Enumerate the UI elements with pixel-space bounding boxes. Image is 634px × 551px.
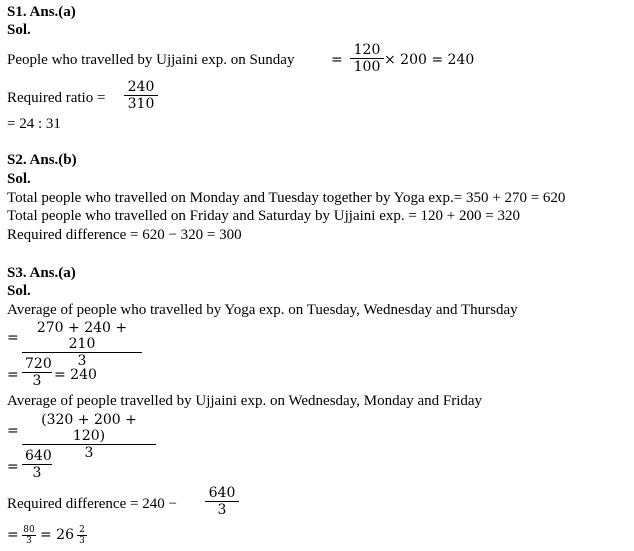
- s3-eq-1: =: [7, 330, 19, 346]
- s3-avg1-text: Average of people who travelled by Yoga exp. on Tuesday, Wednesday and Thursday: [7, 302, 518, 318]
- s3-eq-5: =: [7, 527, 19, 543]
- s3-frac-7-num: 2: [79, 525, 85, 535]
- s3-frac-4-den: 3: [32, 465, 42, 481]
- s3-eq-3: =: [7, 423, 19, 439]
- s3-eq-4: =: [7, 459, 19, 475]
- s2-line-3: Required difference = 620 − 320 = 300: [7, 227, 242, 243]
- s3-frac-6-den: 3: [26, 536, 32, 546]
- s1-ratio-label: Required ratio =: [7, 90, 106, 106]
- s3-frac-5-num: 640: [208, 485, 236, 501]
- s3-frac-5: [205, 485, 239, 518]
- s1-fraction-num: 120: [353, 42, 381, 58]
- s3-frac-1-den: 3: [77, 353, 87, 369]
- s3-frac-2: [22, 356, 52, 389]
- s3-sol-label: Sol.: [7, 283, 31, 299]
- s3-frac-7: [77, 525, 87, 546]
- s2-heading: S2. Ans.(b): [7, 152, 77, 168]
- s1-ratio-result: = 24 : 31: [7, 116, 61, 132]
- s3-frac-6-num: 80: [23, 525, 35, 535]
- s1-fraction-den: 100: [353, 59, 381, 75]
- s3-frac-5-den: 3: [217, 502, 227, 518]
- s3-diff-label: Required difference = 240 −: [7, 496, 177, 512]
- s3-frac-1-num: 270 + 240 + 210: [36, 320, 128, 352]
- s1-sunday-text: People who travelled by Ujjaini exp. on Sunday: [7, 52, 295, 68]
- s3-frac-4: [22, 448, 52, 481]
- s3-frac-6: [22, 525, 36, 546]
- s1-sol-label: Sol.: [7, 22, 31, 38]
- s3-frac-2-result: = 240: [54, 367, 97, 383]
- s3-eq-2: =: [7, 367, 19, 383]
- s3-final-eq: = 26: [40, 527, 74, 543]
- s1-calc-result: × 200 = 240: [384, 52, 475, 68]
- s3-heading: S3. Ans.(a): [7, 265, 76, 281]
- s2-line-1: Total people who travelled on Monday and Tuesday together by Yoga exp.= 350 + 270 = 620: [7, 190, 566, 206]
- s2-sol-label: Sol.: [7, 171, 31, 187]
- s3-frac-3-num: (320 + 200 + 120): [41, 412, 137, 444]
- s1-ratio-num: 240: [127, 79, 155, 95]
- s3-frac-2-den: 3: [32, 373, 42, 389]
- s2-line-2: Total people who travelled on Friday and Saturday by Ujjaini exp. = 120 + 200 = 320: [7, 208, 520, 224]
- s1-ratio-fraction: [124, 79, 158, 112]
- s3-avg2-text: Average of people travelled by Ujjaini exp. on Wednesday, Monday and Friday: [7, 393, 483, 409]
- s1-equals: =: [331, 52, 343, 68]
- s3-frac-3-den: 3: [84, 445, 94, 461]
- s1-heading: S1. Ans.(a): [7, 4, 76, 20]
- s1-ratio-den: 310: [127, 96, 155, 112]
- s1-fraction: [350, 42, 384, 75]
- s3-frac-4-num: 640: [25, 448, 52, 464]
- s3-frac-2-num: 720: [25, 356, 52, 372]
- s3-frac-7-den: 3: [79, 536, 85, 546]
